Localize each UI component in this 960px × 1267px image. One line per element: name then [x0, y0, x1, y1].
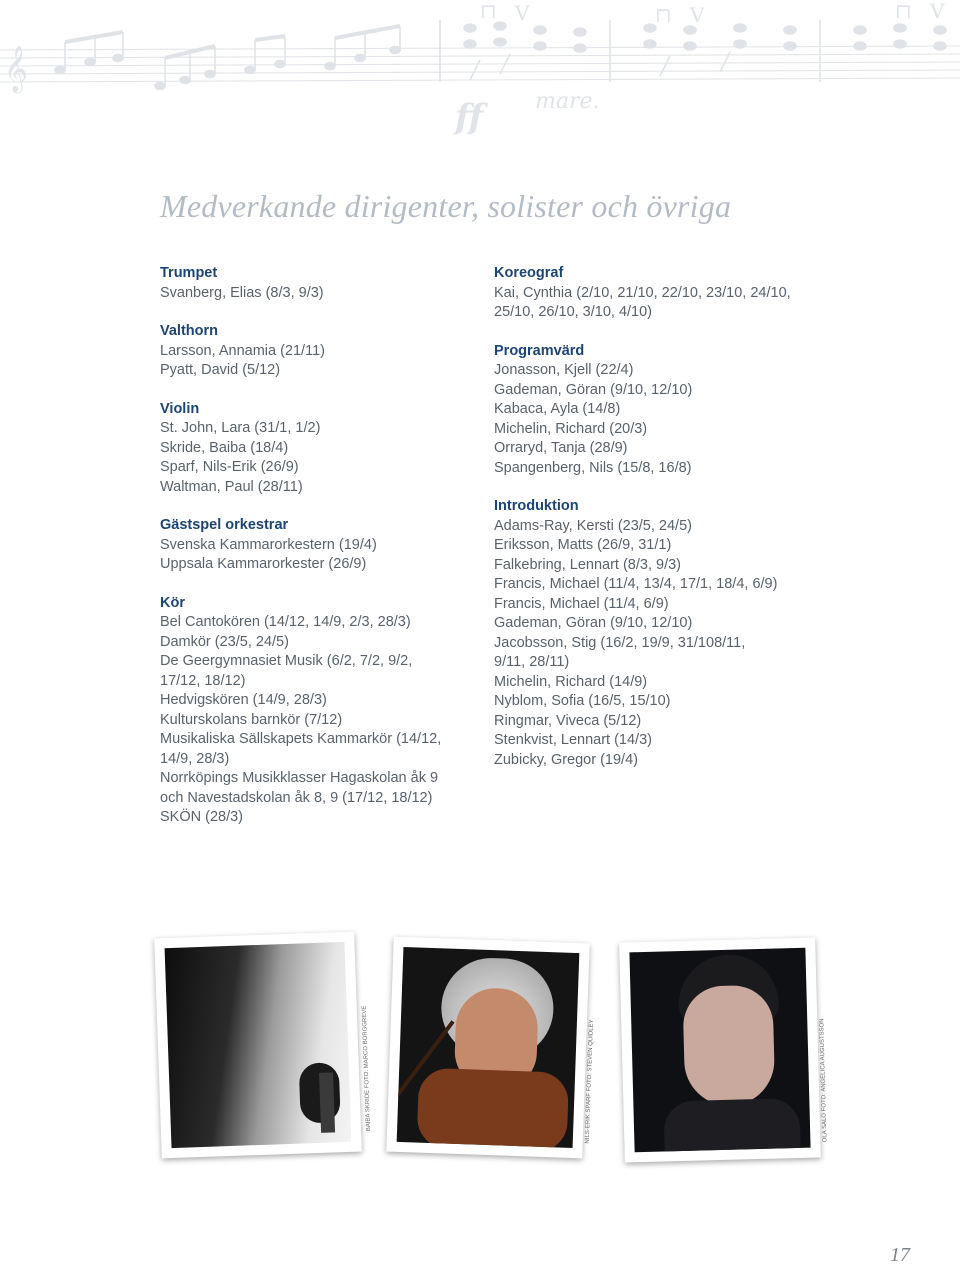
dynamics-marking: ff — [455, 97, 484, 137]
svg-text:𝄞: 𝄞 — [4, 46, 28, 92]
entry-line: Gademan, Göran (9/10, 12/10) — [494, 615, 693, 631]
photo-portrait — [629, 948, 810, 1153]
photo-frame-3 — [619, 937, 829, 1162]
entry-line: SKÖN (28/3) — [160, 809, 243, 825]
entry-line: Larsson, Annamia (21/11) — [160, 342, 325, 359]
entry-line: Jacobsson, Stig (16/2, 19/9, 31/108/11, — [494, 634, 746, 651]
entry-line: St. John, Lara (31/1, 1/2) — [160, 420, 321, 436]
section — [494, 264, 814, 323]
entry-line: Waltman, Paul (28/11) — [160, 478, 303, 495]
entry-line: Skride, Baiba (18/4) — [160, 439, 289, 456]
entry-line: 9/11, 28/11) — [494, 654, 570, 670]
section — [494, 342, 814, 479]
photo-credit-1: BAIBA SKRIDE FOTO: MARCO BORGGREVE — [361, 1005, 373, 1132]
section-heading: Violin — [160, 400, 200, 417]
sheet-music-header — [0, 0, 960, 140]
photo-abstract — [165, 942, 352, 1148]
entry-line: 14/9, 28/3) — [160, 750, 230, 767]
entry-line: 17/12, 18/12) — [160, 672, 246, 689]
entry-line: Kabaca, Ayla (14/8) — [494, 401, 621, 417]
photo-frame-2 — [386, 937, 596, 1159]
photo-violinist — [397, 947, 580, 1148]
section-heading: Valthorn — [160, 323, 219, 339]
svg-text:V: V — [515, 1, 530, 25]
svg-text:⊓: ⊓ — [480, 0, 497, 23]
section-heading: Programvärd — [494, 342, 585, 359]
section-heading: Trumpet — [160, 265, 218, 281]
entry-line: Hedvigskören (14/9, 28/3) — [160, 692, 327, 708]
entry-line: Musikaliska Sällskapets Kammarkör (14/12, — [160, 731, 442, 747]
entry-line: Damkör (23/5, 24/5) — [160, 633, 289, 650]
entry-line: Stenkvist, Lennart (14/3) — [494, 732, 652, 748]
photo-frame-1 — [154, 932, 373, 1159]
entry-line: Francis, Michael (11/4, 13/4, 17/1, 18/4, 6/9) — [494, 576, 778, 592]
entry-line: och Navestadskolan åk 8, 9 (17/12, 18/12) — [160, 789, 433, 806]
entry-line: Jonasson, Kjell (22/4) — [494, 362, 634, 378]
svg-text:V: V — [690, 3, 705, 27]
entry-line: Sparf, Nils-Erik (26/9) — [160, 459, 299, 475]
section — [160, 594, 460, 828]
section — [160, 322, 460, 381]
entry-line: Svenska Kammarorkestern (19/4) — [160, 536, 377, 553]
page-title: Medverkande dirigenter, solister och övriga — [160, 188, 732, 224]
entry-line: Eriksson, Matts (26/9, 31/1) — [494, 537, 672, 553]
entry-line: Zubicky, Gregor (19/4) — [494, 751, 638, 768]
svg-text:V: V — [930, 0, 945, 23]
entry-line: Bel Cantokören (14/12, 14/9, 2/3, 28/3) — [160, 614, 411, 630]
entry-line: Orraryd, Tanja (28/9) — [494, 440, 628, 456]
entry-line: Svanberg, Elias (8/3, 9/3) — [160, 284, 324, 301]
photo-credit-2: NILS-ERIK SPARF FOTO: STEVEN QUIDLEY — [584, 1019, 596, 1144]
section-heading: Kör — [160, 594, 185, 611]
section-heading: Gästspel orkestrar — [160, 517, 289, 533]
section — [160, 400, 460, 498]
entry-line: Spangenberg, Nils (15/8, 16/8) — [494, 459, 692, 476]
entry-line: Kai, Cynthia (2/10, 21/10, 22/10, 23/10, 24/10, — [494, 284, 791, 301]
left-column — [160, 264, 460, 847]
svg-text:⊓: ⊓ — [895, 0, 912, 23]
entry-line: Michelin, Richard (14/9) — [494, 673, 648, 690]
section — [160, 516, 460, 575]
entry-line: Ringmar, Viveca (5/12) — [494, 712, 642, 729]
section-heading: Introduktion — [494, 498, 579, 514]
svg-text:⊓: ⊓ — [655, 3, 672, 27]
entry-line: Gademan, Göran (9/10, 12/10) — [494, 381, 693, 398]
entry-line: Kulturskolans barnkör (7/12) — [160, 711, 343, 728]
section-heading: Koreograf — [494, 265, 564, 281]
entry-line: Francis, Michael (11/4, 6/9) — [494, 595, 669, 612]
entry-line: De Geergymnasiet Musik (6/2, 7/2, 9/2, — [160, 653, 413, 669]
entry-line: Pyatt, David (5/12) — [160, 362, 281, 378]
right-column — [494, 264, 814, 789]
entry-line: Uppsala Kammarorkester (26/9) — [160, 556, 367, 572]
entry-line: Nyblom, Sofia (16/5, 15/10) — [494, 693, 671, 709]
page-number: 17 — [890, 1244, 910, 1266]
entry-line: Adams-Ray, Kersti (23/5, 24/5) — [494, 517, 692, 534]
expression-marking: mare. — [535, 89, 600, 114]
entry-line: 25/10, 26/10, 3/10, 4/10) — [494, 304, 653, 320]
photo-credit-3: OLA SALO FOTO: ANGELICA AUGUSTSSON — [819, 1018, 829, 1143]
entry-line: Norrköpings Musikklasser Hagaskolan åk 9 — [160, 770, 439, 786]
section — [494, 497, 814, 770]
entry-line: Falkebring, Lennart (8/3, 9/3) — [494, 556, 681, 573]
section — [160, 264, 460, 303]
entry-line: Michelin, Richard (20/3) — [494, 420, 648, 437]
